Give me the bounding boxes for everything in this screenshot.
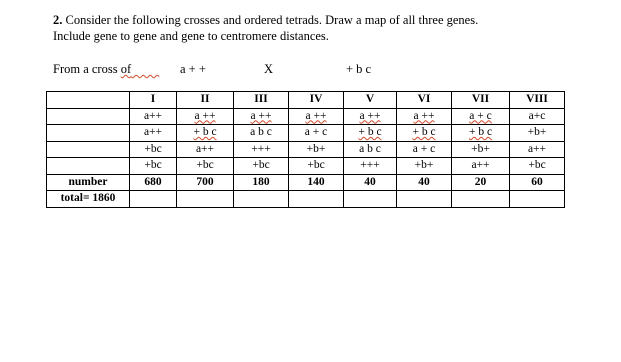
column-header: VI (397, 92, 452, 109)
header-blank-cell (47, 92, 130, 109)
spore-genotype-cell: a++ (177, 141, 234, 158)
column-header: VII (452, 92, 510, 109)
row-label-blank (47, 108, 130, 125)
spore-genotype-cell: +bc (234, 158, 289, 175)
spore-genotype-cell: +b+ (452, 141, 510, 158)
tetrad-table (46, 91, 565, 208)
column-header: II (177, 92, 234, 109)
empty-cell (510, 191, 565, 208)
row-label-blank (47, 158, 130, 175)
count-cell: 140 (289, 174, 344, 191)
spore-genotype-cell: a++ (510, 141, 565, 158)
spore-genotype-cell: +bc (510, 158, 565, 175)
empty-cell (289, 191, 344, 208)
count-cell: 40 (397, 174, 452, 191)
spore-row (47, 141, 565, 158)
spore-genotype-cell: +bc (177, 158, 234, 175)
total-label: total= 1860 (47, 191, 130, 208)
empty-cell (177, 191, 234, 208)
spore-genotype-cell: a++ (130, 125, 177, 142)
spore-genotype-cell: a ++ (397, 108, 452, 125)
spore-genotype-cell: + b c (177, 125, 234, 142)
spore-genotype-cell: +b+ (289, 141, 344, 158)
count-cell: 180 (234, 174, 289, 191)
spore-genotype-cell: + b c (344, 125, 397, 142)
count-cell: 40 (344, 174, 397, 191)
question-text (53, 12, 573, 44)
spore-genotype-cell: +bc (289, 158, 344, 175)
spore-genotype-cell: a + c (397, 141, 452, 158)
column-header: VIII (510, 92, 565, 109)
number-label: number (47, 174, 130, 191)
row-label-blank (47, 141, 130, 158)
cross-parent-2: + b c (346, 62, 372, 76)
spore-genotype-cell: a b c (344, 141, 397, 158)
spore-genotype-cell: +bc (130, 141, 177, 158)
spore-genotype-cell: a+c (510, 108, 565, 125)
spore-genotype-cell: a ++ (177, 108, 234, 125)
cross-prefix: From a cross of (53, 62, 132, 76)
spore-genotype-cell: +b+ (510, 125, 565, 142)
spore-genotype-cell: a++ (130, 108, 177, 125)
spore-genotype-cell: +++ (234, 141, 289, 158)
total-row (47, 191, 565, 208)
spore-genotype-cell: a + c (452, 108, 510, 125)
cross-of-word: of (120, 62, 132, 76)
spore-genotype-cell: a + c (289, 125, 344, 142)
empty-cell (234, 191, 289, 208)
question-line-1-text: Consider the following crosses and ordered tetrads. Draw a map of all three genes. (65, 13, 479, 27)
spore-genotype-cell: + b c (397, 125, 452, 142)
count-cell: 20 (452, 174, 510, 191)
spore-row (47, 125, 565, 142)
question-line-1 (53, 12, 573, 28)
cross-times-sign: X (264, 62, 274, 76)
spore-row (47, 108, 565, 125)
row-label-blank (47, 125, 130, 142)
count-cell: 60 (510, 174, 565, 191)
spore-genotype-cell: a ++ (234, 108, 289, 125)
spore-genotype-cell: +++ (344, 158, 397, 175)
column-header: V (344, 92, 397, 109)
empty-cell (397, 191, 452, 208)
spore-genotype-cell: a b c (234, 125, 289, 142)
cross-parent-1: a + + (180, 62, 206, 76)
count-cell: 680 (130, 174, 177, 191)
column-header: IV (289, 92, 344, 109)
spore-genotype-cell: a ++ (344, 108, 397, 125)
empty-cell (452, 191, 510, 208)
number-row (47, 174, 565, 191)
question-line-2: Include gene to gene and gene to centromere distances. (53, 29, 329, 43)
column-header: III (234, 92, 289, 109)
spore-genotype-cell: a ++ (289, 108, 344, 125)
spore-rows (47, 108, 565, 174)
spore-row (47, 158, 565, 175)
spore-genotype-cell: +b+ (397, 158, 452, 175)
table-header-row (47, 92, 565, 109)
spore-genotype-cell: +bc (130, 158, 177, 175)
question-number: 2. (53, 13, 63, 27)
count-cell: 700 (177, 174, 234, 191)
empty-cell (130, 191, 177, 208)
spore-genotype-cell: a++ (452, 158, 510, 175)
column-header: I (130, 92, 177, 109)
spore-genotype-cell: + b c (452, 125, 510, 142)
empty-cell (344, 191, 397, 208)
